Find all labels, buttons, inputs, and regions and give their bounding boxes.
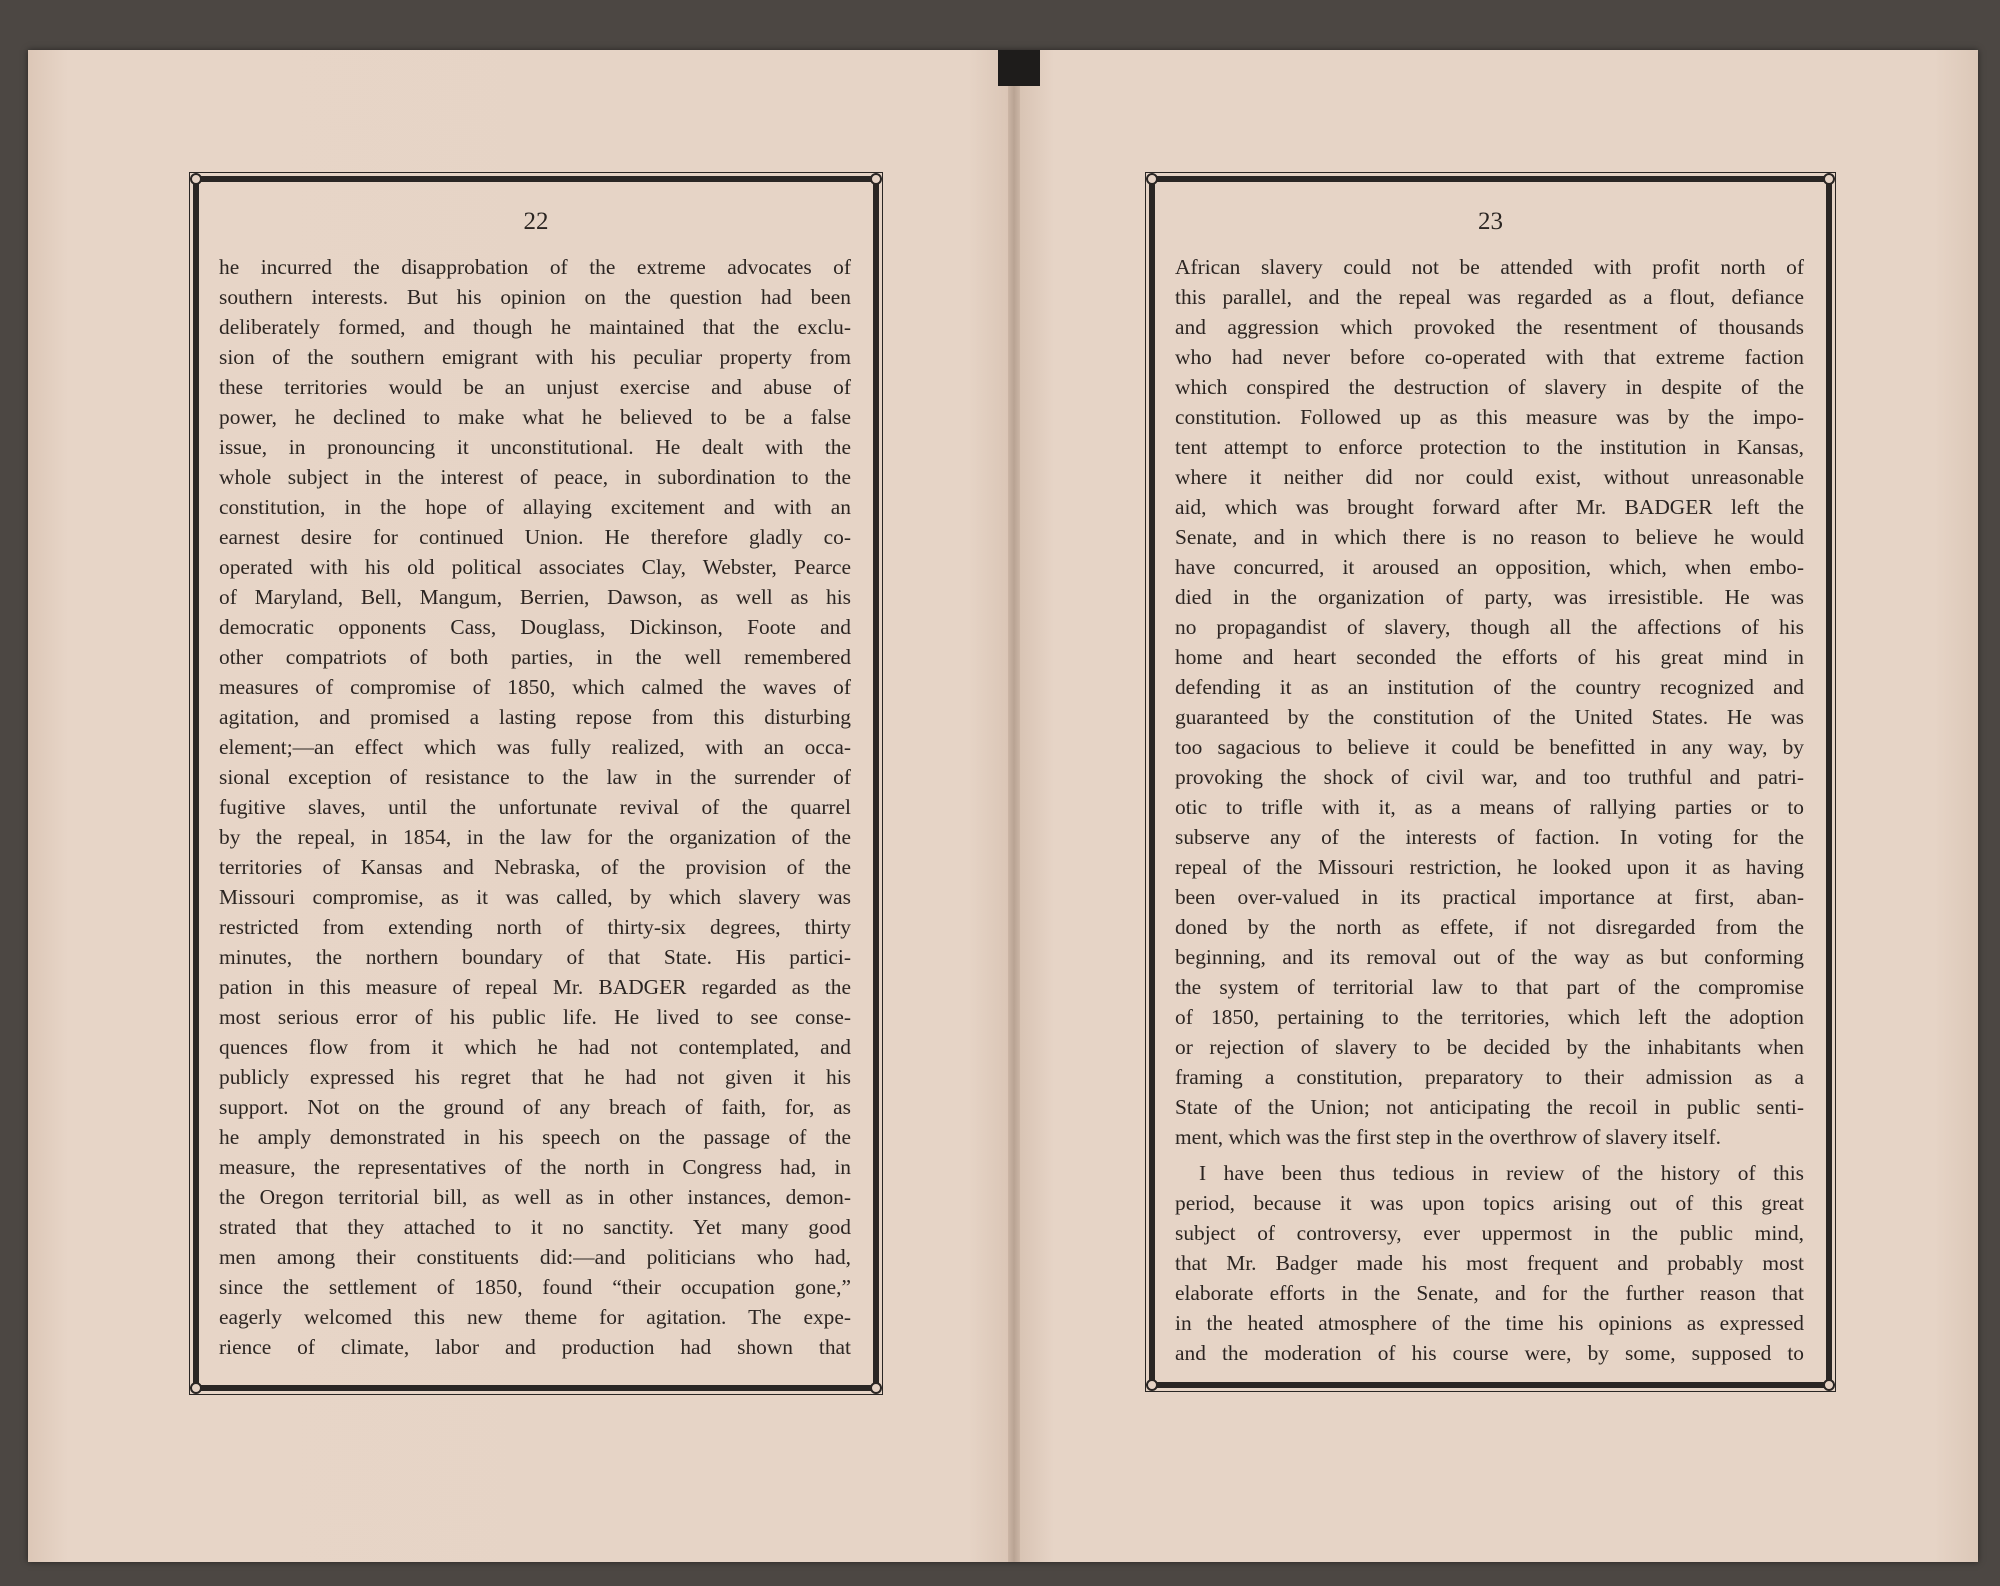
text-line: and aggression which provoked the resentment of thousands bbox=[1175, 315, 1804, 339]
text-line: no propagandist of slavery, though all the affections of his bbox=[1175, 615, 1804, 639]
frame-corner-ornament bbox=[1823, 1379, 1835, 1391]
text-line: doned by the north as effete, if not disregarded from the bbox=[1175, 915, 1804, 939]
text-line: died in the organization of party, was irresistible. He was bbox=[1175, 585, 1804, 609]
text-line: beginning, and its removal out of the way as but conforming bbox=[1175, 945, 1804, 969]
text-line: he amply demonstrated in his speech on the passage of the bbox=[219, 1125, 851, 1149]
text-line: have concurred, it aroused an opposition, which, when embo- bbox=[1175, 555, 1804, 579]
text-line: tent attempt to enforce protection to the institution in Kansas, bbox=[1175, 435, 1804, 459]
frame-corner-ornament bbox=[1823, 173, 1835, 185]
text-line: agitation, and promised a lasting repose from this disturbing bbox=[219, 705, 851, 729]
text-line: quences flow from it which he had not contemplated, and bbox=[219, 1035, 851, 1059]
text-line: that Mr. Badger made his most frequent and probably most bbox=[1175, 1251, 1804, 1275]
text-line: provoking the shock of civil war, and too truthful and patri- bbox=[1175, 765, 1804, 789]
text-line: who had never before co-operated with that extreme faction bbox=[1175, 345, 1804, 369]
text-line: and the moderation of his course were, by some, supposed to bbox=[1175, 1341, 1804, 1365]
text-line: strated that they attached to it no sanctity. Yet many good bbox=[219, 1215, 851, 1239]
text-line: support. Not on the ground of any breach of faith, for, as bbox=[219, 1095, 851, 1119]
left-page-number: 22 bbox=[523, 208, 549, 235]
text-line: eagerly welcomed this new theme for agitation. The expe- bbox=[219, 1305, 851, 1329]
binding-gutter bbox=[1008, 50, 1020, 1562]
text-line: earnest desire for continued Union. He therefore gladly co- bbox=[219, 525, 851, 549]
text-line: home and heart seconded the efforts of his great mind in bbox=[1175, 645, 1804, 669]
text-line: of Maryland, Bell, Mangum, Berrien, Dawson, as well as his bbox=[219, 585, 851, 609]
text-line: subject of controversy, ever uppermost in the public mind, bbox=[1175, 1221, 1804, 1245]
text-line: been over-valued in its practical importance at first, aban- bbox=[1175, 885, 1804, 909]
left-page-body-text bbox=[219, 252, 851, 1362]
text-line: measure, the representatives of the north in Congress had, in bbox=[219, 1155, 851, 1179]
frame-corner-ornament bbox=[870, 1382, 882, 1394]
text-line: period, because it was upon topics arising out of this great bbox=[1175, 1191, 1804, 1215]
right-page-number: 23 bbox=[1478, 208, 1503, 235]
text-line: restricted from extending north of thirty-six degrees, thirty bbox=[219, 915, 851, 939]
text-line: Senate, and in which there is no reason to believe he would bbox=[1175, 525, 1804, 549]
text-line: the system of territorial law to that part of the compromise bbox=[1175, 975, 1804, 999]
text-line: minutes, the northern boundary of that State. His partici- bbox=[219, 945, 851, 969]
right-page-body-text bbox=[1175, 252, 1804, 1368]
text-line: subserve any of the interests of faction. In voting for the bbox=[1175, 825, 1804, 849]
text-line: fugitive slaves, until the unfortunate revival of the quarrel bbox=[219, 795, 851, 819]
text-line: men among their constituents did:—and politicians who had, bbox=[219, 1245, 851, 1269]
text-line: by the repeal, in 1854, in the law for the organization of the bbox=[219, 825, 851, 849]
binding-tab bbox=[998, 50, 1040, 86]
text-line: State of the Union; not anticipating the recoil in public senti- bbox=[1175, 1095, 1804, 1119]
text-line: which conspired the destruction of slavery in despite of the bbox=[1175, 375, 1804, 399]
text-line: since the settlement of 1850, found “their occupation gone,” bbox=[219, 1275, 851, 1299]
frame-corner-ornament bbox=[190, 1382, 202, 1394]
text-line: operated with his old political associates Clay, Webster, Pearce bbox=[219, 555, 851, 579]
text-line: otic to trifle with it, as a means of rallying parties or to bbox=[1175, 795, 1804, 819]
text-line: southern interests. But his opinion on the question had been bbox=[219, 285, 851, 309]
text-line: elaborate efforts in the Senate, and for the further reason that bbox=[1175, 1281, 1804, 1305]
right-page-border-frame bbox=[1149, 176, 1832, 1388]
text-line: power, he declined to make what he believed to be a false bbox=[219, 405, 851, 429]
text-line: other compatriots of both parties, in the well remembered bbox=[219, 645, 851, 669]
text-line: or rejection of slavery to be decided by the inhabitants when bbox=[1175, 1035, 1804, 1059]
text-line: publicly expressed his regret that he had not given it his bbox=[219, 1065, 851, 1089]
text-line: whole subject in the interest of peace, in subordination to the bbox=[219, 465, 851, 489]
text-line: where it neither did nor could exist, without unreasonable bbox=[1175, 465, 1804, 489]
text-line: aid, which was brought forward after Mr. BADGER left the bbox=[1175, 495, 1804, 519]
text-line: defending it as an institution of the country recognized and bbox=[1175, 675, 1804, 699]
text-line: this parallel, and the repeal was regarded as a flout, defiance bbox=[1175, 285, 1804, 309]
text-line: pation in this measure of repeal Mr. BADGER regarded as the bbox=[219, 975, 851, 999]
text-line: sion of the southern emigrant with his peculiar property from bbox=[219, 345, 851, 369]
text-line: sional exception of resistance to the law in the surrender of bbox=[219, 765, 851, 789]
text-line: I have been thus tedious in review of the history of this bbox=[1199, 1161, 1804, 1185]
text-line: these territories would be an unjust exercise and abuse of bbox=[219, 375, 851, 399]
left-page-border-frame bbox=[193, 176, 879, 1391]
text-line: ment, which was the first step in the overthrow of slavery itself. bbox=[1175, 1125, 1721, 1149]
text-line: measures of compromise of 1850, which calmed the waves of bbox=[219, 675, 851, 699]
text-line: deliberately formed, and though he maintained that the exclu- bbox=[219, 315, 851, 339]
text-line: rience of climate, labor and production had shown that bbox=[219, 1335, 851, 1359]
text-line: democratic opponents Cass, Douglass, Dickinson, Foote and bbox=[219, 615, 851, 639]
text-line: African slavery could not be attended with profit north of bbox=[1175, 255, 1804, 279]
text-line: constitution, in the hope of allaying excitement and with an bbox=[219, 495, 851, 519]
text-line: framing a constitution, preparatory to their admission as a bbox=[1175, 1065, 1804, 1089]
text-line: Missouri compromise, as it was called, by which slavery was bbox=[219, 885, 851, 909]
frame-corner-ornament bbox=[1146, 173, 1158, 185]
text-line: of 1850, pertaining to the territories, which left the adoption bbox=[1175, 1005, 1804, 1029]
text-line: guaranteed by the constitution of the United States. He was bbox=[1175, 705, 1804, 729]
text-line: too sagacious to believe it could be benefitted in any way, by bbox=[1175, 735, 1804, 759]
text-line: in the heated atmosphere of the time his opinions as expressed bbox=[1175, 1311, 1804, 1335]
text-line: issue, in pronouncing it unconstitutional. He dealt with the bbox=[219, 435, 851, 459]
text-line: the Oregon territorial bill, as well as in other instances, demon- bbox=[219, 1185, 851, 1209]
text-line: repeal of the Missouri restriction, he looked upon it as having bbox=[1175, 855, 1804, 879]
frame-corner-ornament bbox=[190, 173, 202, 185]
text-line: territories of Kansas and Nebraska, of the provision of the bbox=[219, 855, 851, 879]
text-line: most serious error of his public life. He lived to see conse- bbox=[219, 1005, 851, 1029]
text-line: element;—an effect which was fully realized, with an occa- bbox=[219, 735, 851, 759]
frame-corner-ornament bbox=[1146, 1379, 1158, 1391]
text-line: constitution. Followed up as this measure was by the impo- bbox=[1175, 405, 1804, 429]
text-line: he incurred the disapprobation of the extreme advocates of bbox=[219, 255, 851, 279]
frame-corner-ornament bbox=[870, 173, 882, 185]
